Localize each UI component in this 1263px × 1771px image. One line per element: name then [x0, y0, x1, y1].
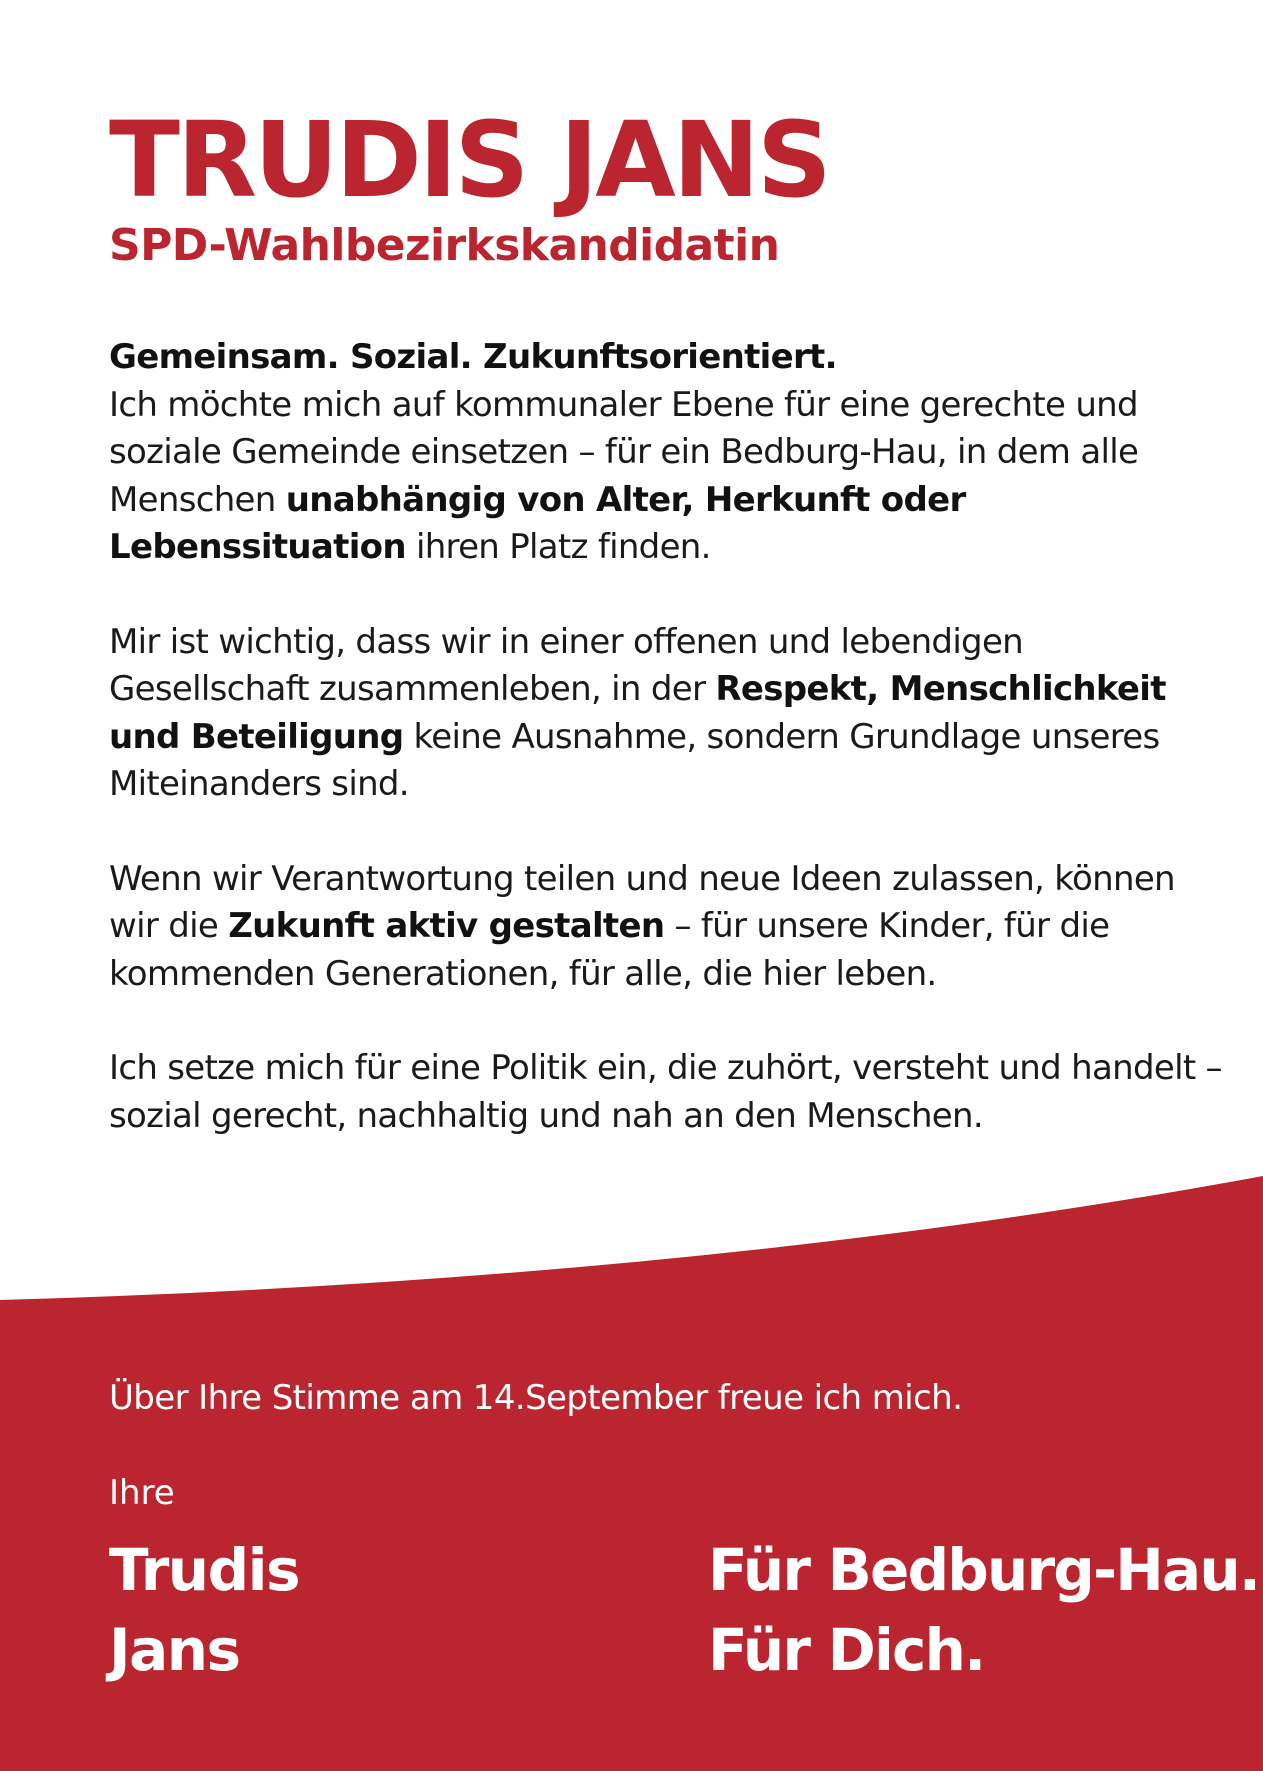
paragraph-1-text-a: Ich möchte mich auf kommunaler Ebene für eine gerechte und soziale Gemeinde einsetzen – für ein Bedburg-Hau, in dem alle Menschen	[109, 384, 1139, 520]
body-text	[109, 334, 1229, 1187]
paragraph-3	[109, 856, 1229, 999]
signature-first-name: Trudis	[109, 1536, 300, 1604]
header	[109, 99, 829, 272]
headline: Gemeinsam. Sozial. Zukunftsorientiert.	[109, 337, 837, 377]
paragraph-4-text: Ich setze mich für eine Politik ein, die zuhört, versteht und handelt – sozial gerecht, nachhaltig und nah an den Menschen.	[109, 1048, 1222, 1136]
slogan-line-2: Für Dich.	[708, 1616, 985, 1684]
paragraph-1-text-b: ihren Platz finden.	[405, 527, 711, 567]
candidate-subtitle: SPD-Wahlbezirkskandidatin	[109, 220, 780, 271]
greeting: Ihre	[109, 1473, 175, 1513]
paragraph-1	[109, 334, 1229, 572]
paragraph-3-bold: Zukunft aktiv gestalten	[228, 906, 665, 946]
paragraph-4	[109, 1045, 1229, 1140]
paragraph-3-text-b: – für unsere Kinder, für die kommenden Generationen, für alle, die hier leben.	[109, 906, 1110, 994]
paragraph-2-text-a: Mir ist wichtig, dass wir in einer offenen und lebendigen Gesellschaft zusammenleben, in der	[109, 621, 1024, 709]
signature-name	[109, 1530, 299, 1690]
slogan	[708, 1530, 1259, 1690]
signature-last-name: Jans	[109, 1616, 240, 1684]
paragraph-2-text-b: keine Ausnahme, sondern Grundlage unseres Miteinanders sind.	[109, 716, 1160, 804]
candidate-name: TRUDIS JANS	[109, 99, 829, 221]
paragraph-2	[109, 619, 1229, 809]
vote-line: Über Ihre Stimme am 14.September freue ich mich.	[109, 1378, 963, 1418]
slogan-line-1: Für Bedburg-Hau.	[708, 1536, 1260, 1604]
paragraph-2-bold: Respekt, Menschlichkeit und Beteiligung	[109, 669, 1166, 757]
paragraph-3-text-a: Wenn wir Verantwortung teilen und neue Ideen zulassen, können wir die	[109, 858, 1175, 946]
paragraph-1-bold: unabhängig von Alter, Herkunft oder Lebenssituation	[109, 479, 966, 567]
